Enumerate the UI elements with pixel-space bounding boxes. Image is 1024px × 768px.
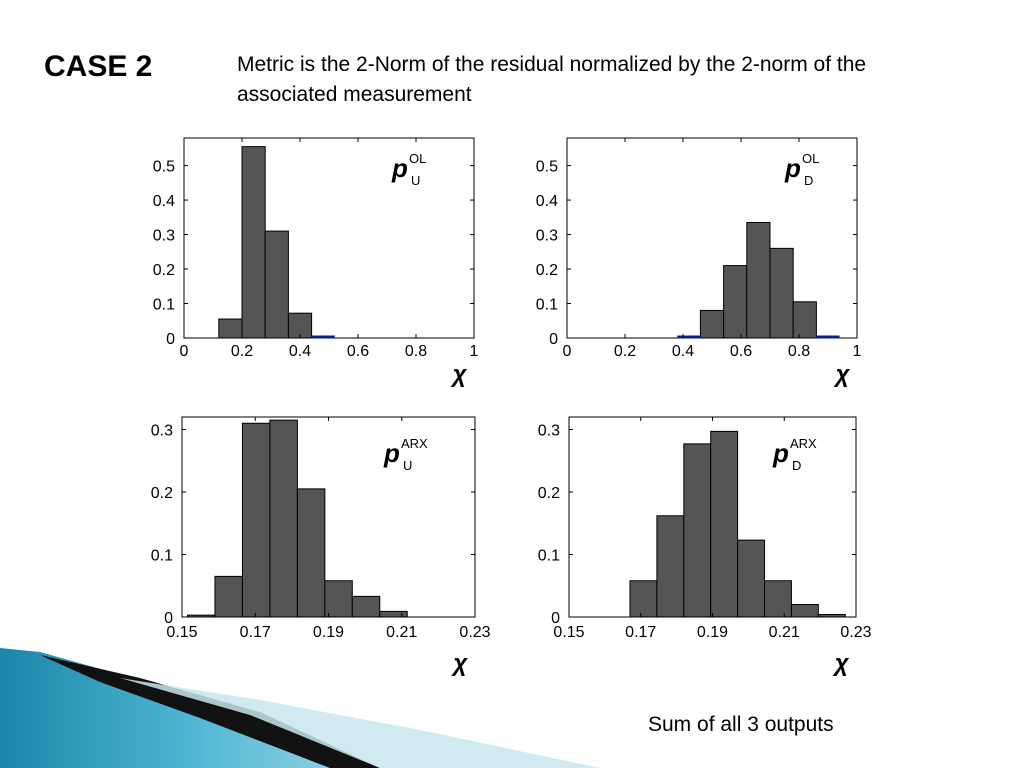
y-tick-label: 0 [549, 331, 558, 348]
x-tick-label: 0.2 [613, 343, 637, 360]
series-label-sup: ARX [401, 436, 428, 451]
y-tick-label: 0.2 [150, 485, 173, 502]
series-label-sub: U [403, 458, 413, 473]
series-label-sub: D [804, 173, 814, 188]
x-tick-label: 0.6 [729, 343, 753, 360]
histogram-bar [242, 147, 265, 338]
series-label-sub: U [411, 173, 421, 188]
series-label-sup: OL [409, 151, 427, 166]
x-axis-label: χ [834, 650, 849, 677]
y-tick-label: 0.3 [152, 227, 175, 245]
x-tick-label: 0.17 [239, 624, 271, 641]
x-tick-label: 0.8 [404, 343, 428, 360]
x-tick-label: 0.21 [386, 624, 418, 641]
y-tick-label: 0.3 [150, 422, 173, 440]
x-tick-label: 0.19 [312, 624, 345, 641]
series-label-sup: ARX [790, 436, 817, 451]
histogram-bar [770, 248, 793, 338]
x-tick-label: 0.21 [768, 624, 800, 641]
histogram-bar [791, 605, 818, 618]
x-axis-label: χ [835, 361, 850, 388]
series-label-main: p [785, 153, 801, 183]
histogram-p-ol-u [140, 125, 500, 400]
y-tick-label: 0.1 [537, 547, 560, 565]
series-label-main: p [384, 438, 400, 468]
histogram-bar [265, 231, 288, 338]
y-tick-label: 0 [166, 331, 175, 348]
x-tick-label: 0.6 [346, 343, 370, 360]
series-label-main: p [773, 438, 789, 468]
x-tick-label: 1 [852, 343, 862, 360]
footer-note: Sum of all 3 outputs [648, 713, 834, 736]
decorative-swoosh [0, 600, 640, 768]
y-tick-label: 0.2 [152, 262, 175, 280]
x-tick-label: 0.15 [553, 624, 585, 641]
histogram-bar [724, 266, 747, 338]
histogram-bar [747, 222, 770, 338]
x-tick-label: 0 [179, 343, 189, 360]
y-tick-label: 0.4 [535, 193, 558, 211]
x-tick-label: 0.23 [840, 624, 872, 641]
x-tick-label: 0.19 [696, 624, 729, 641]
x-tick-label: 0.17 [625, 624, 657, 641]
x-tick-label: 0.23 [459, 624, 491, 641]
y-tick-label: 0 [164, 610, 173, 627]
histogram-bar [219, 319, 242, 338]
y-tick-label: 0.1 [150, 547, 173, 565]
series-label-main: p [392, 153, 408, 183]
y-tick-label: 0 [551, 610, 560, 627]
series-label-sub: D [792, 458, 802, 473]
histogram-bar [297, 489, 324, 617]
y-tick-label: 0.2 [535, 262, 558, 280]
slide-subtitle: Metric is the 2-Norm of the residual normalized by the 2-norm of the associated measurement [237, 53, 867, 106]
x-tick-label: 0.4 [288, 343, 312, 360]
x-tick-label: 0.4 [671, 343, 695, 360]
x-tick-label: 1 [469, 343, 479, 360]
slide-title: CASE 2 [44, 50, 153, 83]
histogram-bar [657, 516, 684, 617]
y-tick-label: 0.3 [537, 422, 560, 440]
y-tick-label: 0.5 [535, 158, 558, 176]
y-tick-label: 0.4 [152, 193, 175, 211]
histogram-bar [270, 420, 297, 617]
histogram-bar [711, 431, 738, 617]
histogram-p-ol-d [515, 125, 875, 400]
histogram-bar [684, 444, 711, 617]
plot-frame [184, 138, 474, 338]
histogram-bar [700, 310, 723, 338]
y-tick-label: 0.1 [535, 296, 558, 314]
histogram-bar [242, 423, 269, 617]
series-label-sup: OL [802, 151, 820, 166]
y-tick-label: 0.3 [535, 227, 558, 245]
x-tick-label: 0 [562, 343, 572, 360]
x-tick-label: 0.2 [230, 343, 254, 360]
x-axis-label: χ [452, 361, 467, 388]
histogram-bar [818, 615, 845, 618]
y-tick-label: 0.1 [152, 296, 175, 314]
x-tick-label: 0.15 [166, 624, 198, 641]
histogram-bar [765, 581, 792, 617]
histogram-bar [793, 302, 816, 338]
x-tick-label: 0.8 [787, 343, 811, 360]
histogram-bar [738, 540, 765, 617]
x-axis-label: χ [453, 650, 468, 677]
y-tick-label: 0.5 [152, 158, 175, 176]
y-tick-label: 0.2 [537, 485, 560, 502]
